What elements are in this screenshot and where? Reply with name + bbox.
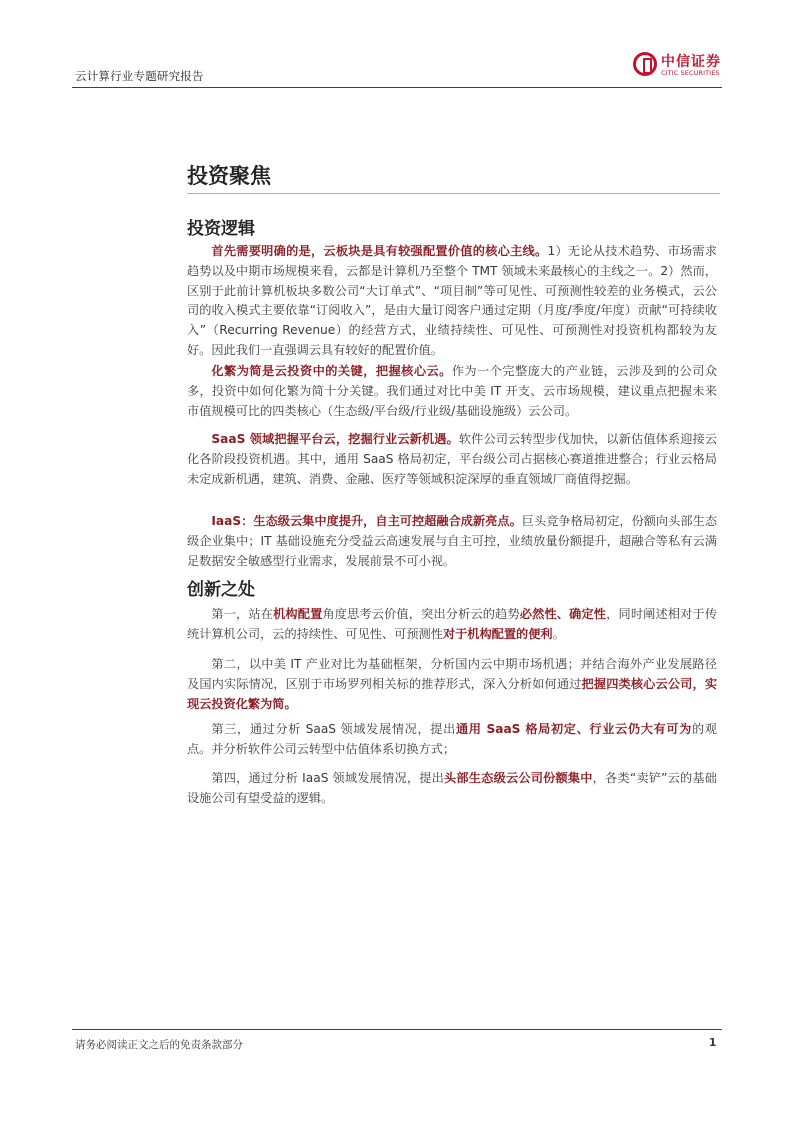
emphasis-text: 首先需要明确的是，云板块是具有较强配置价值的核心主线。 (211, 244, 548, 258)
paragraph (187, 769, 717, 809)
paragraph (187, 512, 717, 571)
paragraph (187, 720, 717, 760)
emphasis-text: 对于机构配置的便利 (442, 626, 553, 641)
footer-disclaimer: 请务必阅读正文之后的免责条款部分 (75, 1039, 243, 1051)
emphasis-text: 机构配置 (273, 607, 323, 621)
emphasis-text: 把握四类核心云公司，实现云投资化繁为简。 (187, 676, 718, 711)
body-text: ，各类“卖铲”云的基础设施公司有望受益的逻辑。 (187, 771, 717, 805)
body-text: 。 (552, 626, 565, 641)
body-text: 第三，通过分析 SaaS 领域发展情况，提出 (211, 722, 456, 736)
body-text: 第四，通过分析 IaaS 领域发展情况，提出 (211, 771, 445, 785)
section-heading-innovation: 创新之处 (187, 580, 255, 600)
body-text: 1）无论从技术趋势、市场需求趋势以及中期市场规模来看，云都是计算机乃至整个 TMT 领域未来最核心的主线之一。2）然而，区别于此前计算机板块多数公司“大订单式”、“项目制”等可见性、可预测性较差的业务模式，云公司的收入模式主要依靠“订阅收入”，是由大量订阅客户通过定期（月度/季度/年度）贡献“可持续收入”（Recurring Revenue）的经营方式，业绩持续性、可见性、可预测性对投资机构都较为友好。因此我们一直强调云具有较好的配置价值。 (187, 244, 717, 357)
body-text: 第二，以中美 IT 产业对比为基础框架，分析国内云中期市场机遇；并结合海外产业发展路径及国内实际情况，区别于市场罗列相关标的推荐形式，深入分析如何通过 (187, 657, 717, 691)
emphasis-text: 通用 SaaS 格局初定、行业云仍大有可为 (455, 722, 692, 736)
body-text: 的观点。并分析软件公司云转型中估值体系切换方式； (187, 722, 717, 756)
section-heading-investment-logic: 投资逻辑 (187, 219, 255, 239)
page-number: 1 (709, 1037, 717, 1049)
emphasis-text: 头部生态级云公司份额集中 (444, 771, 593, 785)
emphasis-text: IaaS：生态级云集中度提升，自主可控超融合成新亮点。 (211, 514, 522, 528)
emphasis-text: 化繁为简是云投资中的关键，把握核心云。 (211, 364, 452, 378)
footer-divider (72, 1029, 722, 1030)
citic-securities-logo (633, 50, 723, 82)
paragraph (187, 430, 717, 489)
main-heading: 投资聚焦 (187, 164, 271, 188)
logo-cn-text: 中信证券 (661, 54, 721, 70)
main-heading-underline (187, 193, 720, 194)
paragraph (187, 362, 717, 421)
body-text: 软件公司云转型步伐加快，以新估值体系迎接云化各阶段投资机遇。其中，通用 SaaS 格局初定，平台级公司占据核心赛道推进整合；行业云格局未定成新机遇，建筑、消费、金融、医疗等领域积淀深厚的垂直领域厂商值得挖掘。 (187, 432, 718, 486)
paragraph (187, 655, 717, 714)
emphasis-text: 必然性、确定性 (519, 607, 607, 621)
body-text: 作为一个完整庞大的产业链，云涉及到的公司众多，投资中如何化繁为简十分关键。我们通过对比中美 IT 开支、云市场规模，建议重点把握未来市值规模可比的四类核心（生态级/平台级/行业级/基础设施级）云公司。 (187, 364, 718, 418)
body-text: ，同时阐述相对于传统计算机公司，云的持续性、可见性、可预测性 (187, 607, 718, 641)
emphasis-text: SaaS 领域把握平台云，挖掘行业云新机遇。 (211, 432, 459, 446)
body-text: 巨头竞争格局初定，份额向头部生态级企业集中；IT 基础设施充分受益云高速发展与自主可控，业绩放量份额提升，超融合等私有云满足数据安全敏感型行业需求，发展前景不可小视。 (187, 514, 718, 568)
paragraph (187, 242, 717, 361)
citic-logo-icon (633, 52, 657, 76)
paragraph (187, 605, 717, 645)
logo-en-text: CITIC SECURITIES (661, 69, 720, 77)
body-text: 角度思考云价值，突出分析云的趋势 (322, 607, 520, 621)
body-text: 第一，站在 (211, 607, 274, 621)
report-title: 云计算行业专题研究报告 (75, 69, 204, 83)
header-divider (72, 87, 722, 88)
